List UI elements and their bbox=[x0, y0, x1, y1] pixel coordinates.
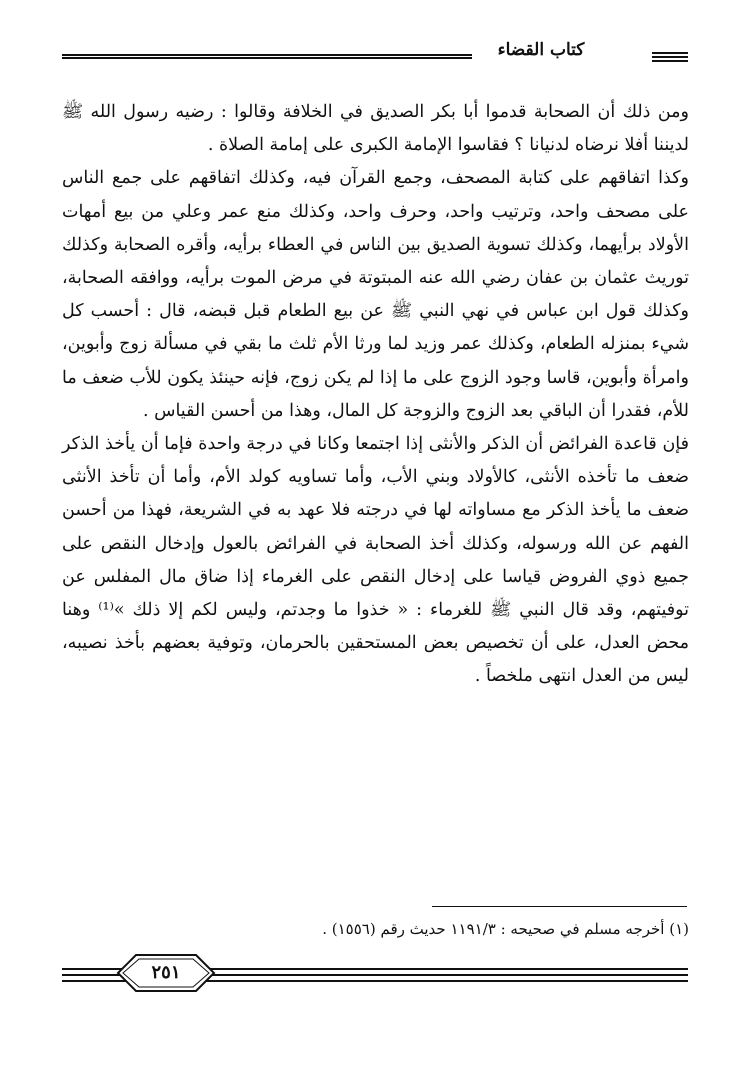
chapter-title: كتاب القضاء bbox=[497, 40, 585, 60]
paragraph-1: ومن ذلك أن الصحابة قدموا أبا بكر الصديق في الخلافة وقالوا : رضيه رسول الله ﷺ لديننا أفلا نرضاه لدنيانا ؟ فقاسوا الإمامة الكبرى على إمامة الصلاة . bbox=[62, 102, 689, 156]
footnote-separator bbox=[432, 906, 687, 907]
page-number: ٢٥١ bbox=[151, 962, 181, 983]
header-ornament bbox=[652, 52, 688, 61]
header-double-rule bbox=[62, 54, 472, 59]
paragraph-3: فإن قاعدة الفرائض أن الذكر والأنثى إذا اجتمعا وكانا في درجة واحدة فإما أن يأخذ الذكر ضعف ما تأخذه الأنثى، كالأولاد وبني الأب، وأما تساويه كولد الأم، وأما أن تأخذ الأنثى ضعف ما يأخذ الذكر مع مساواته لها في درجته فلا عهد به في الشريعة، فهذا من أحسن الفهم عن الله ورسوله، وكذلك أخذ الصحابة في الفرائض بالعول وإدخال النقص على جميع ذوي الفروض قياسا على إدخال النقص على الغرماء إذا ضاق مال المفلس عن توفيتهم، وقد قال النبي ﷺ للغرماء : « خذوا ما وجدتم، وليس لكم إلا ذلك »⁽¹⁾ وهنا محض العدل، على أن تخصيص بعض المستحقين بالحرمان، وتوفية بعضهم بأخذ نصيبه، ليس من العدل انتهى ملخصاً . bbox=[62, 434, 689, 687]
paragraph-2: وكذا اتفاقهم على كتابة المصحف، وجمع القرآن فيه، وكذلك اتفاقهم على جمع الناس على مصحف واحد، وترتيب واحد، وحرف واحد، وكذلك منع عمر وعلي من بيع أمهات الأولاد برأيهما، وكذلك تسوية الصديق بين الناس في العطاء برأيه، وأقره الصحابة وكذلك توريث عثمان بن عفان رضي الله عنه المبتوتة في مرض الموت برأيه، ووافقه الصحابة، وكذلك قول ابن عباس في نهي النبي ﷺ عن بيع الطعام قبل قبضه، قال : أحسب كل شيء بمنزله الطعام، وكذلك عمر وزيد لما ورثا الأم ثلث ما بقي في مسألة زوج وأبوين، وامرأة وأبوين، قاسا وجود الزوج على ما إذا لم يكن زوج، فإنه حينئذ يكون للأب ضعف ما للأم، فقدرا أن الباقي بعد الزوج والزوجة كل المال، وهذا من أحسن القياس . bbox=[62, 168, 689, 421]
page-number-badge bbox=[114, 952, 218, 994]
running-header bbox=[62, 40, 688, 70]
footnote: (١) أخرجه مسلم في صحيحه : ١١٩١/٣ حديث رقم (١٥٥٦) . bbox=[322, 920, 689, 938]
main-text bbox=[62, 96, 689, 694]
page-footer bbox=[62, 950, 688, 1000]
